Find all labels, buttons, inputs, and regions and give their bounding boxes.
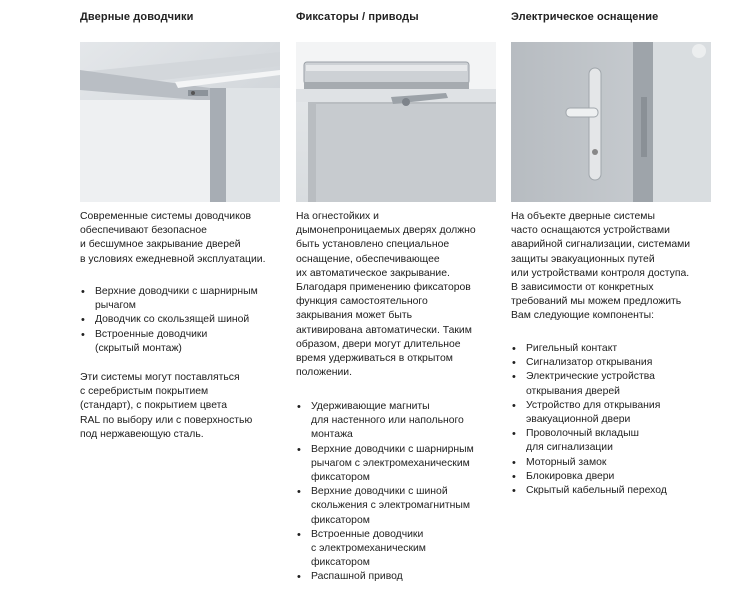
- intro-line: активирована автоматически. Таким: [296, 324, 472, 336]
- list-electric: [511, 342, 667, 498]
- list-item: • Доводчик со скользящей шиной: [80, 313, 258, 327]
- intro-line: На огнестойких и: [296, 211, 379, 222]
- intro-line: обеспечивают безопасное: [80, 225, 207, 237]
- intro-line: образом, двери могут длительное: [296, 338, 461, 350]
- door-closer-photo: [80, 42, 280, 202]
- heading-holders-drives: Фиксаторы / приводы: [296, 11, 419, 23]
- intro-line: и бесшумное закрывание дверей: [80, 239, 241, 251]
- intro-line: Современные системы доводчиков: [80, 211, 252, 222]
- intro-line: Вам следующие компоненты:: [511, 310, 654, 322]
- outro-line: (стандарт), с покрытием цвета: [80, 400, 228, 412]
- intro-line: функция самостоятельного: [296, 296, 428, 308]
- intro-line: в условиях ежедневной эксплуатации.: [80, 253, 266, 265]
- outro-line: RAL по выбору или с поверхностью: [80, 414, 253, 426]
- intro-line: защиты эвакуационных путей: [511, 253, 655, 265]
- list-item: • Распашной привод: [296, 570, 474, 584]
- list-item: • Блокировка двери: [511, 470, 667, 484]
- intro-line: дымонепроницаемых дверях должно: [296, 225, 476, 237]
- intro-line: оснащение, обеспечивающее: [296, 253, 440, 265]
- list-item: • Сигнализатор открывания: [511, 356, 667, 370]
- list-item: • Устройство для открывания эвакуационной двери: [511, 399, 667, 427]
- list-item: • Удерживающие магниты для настенного или напольного монтажа: [296, 400, 474, 443]
- outro-line: с серебристым покрытием: [80, 386, 209, 398]
- outro-door-closers: [80, 371, 252, 442]
- intro-line: их автоматическое закрывание.: [296, 267, 450, 279]
- list-item: • Скрытый кабельный переход: [511, 484, 667, 498]
- intro-line: закрывания может быть: [296, 310, 413, 322]
- list-item: • Встроенные доводчики с электромеханическим фиксатором: [296, 528, 474, 571]
- list-item: • Проволочный вкладыш для сигнализации: [511, 427, 667, 455]
- outro-line: под нержавеющую сталь.: [80, 428, 204, 440]
- intro-line: Благодаря применению фиксаторов: [296, 282, 471, 294]
- intro-line: На объекте дверные системы: [511, 211, 655, 222]
- intro-line: часто оснащаются устройствами: [511, 225, 670, 237]
- intro-holders-drives: [296, 210, 476, 380]
- outro-line: Эти системы могут поставляться: [80, 372, 240, 383]
- list-item: • Встроенные доводчики (скрытый монтаж): [80, 328, 258, 356]
- intro-line: требований мы можем предложить: [511, 296, 682, 308]
- heading-electric: Электрическое оснащение: [511, 11, 659, 23]
- list-item: • Верхние доводчики с шиной скольжения с электромагнитным фиксатором: [296, 485, 474, 528]
- intro-line: время удерживаться в открытом: [296, 353, 453, 365]
- intro-line: положении.: [296, 367, 352, 379]
- intro-electric: [511, 210, 690, 324]
- intro-line: быть установлено специальное: [296, 239, 450, 251]
- door-electric-photo: [511, 42, 711, 202]
- heading-door-closers: Дверные доводчики: [80, 11, 194, 23]
- list-item: • Ригельный контакт: [511, 342, 667, 356]
- intro-line: В зависимости от конкретных: [511, 282, 654, 294]
- intro-line: или устройствами контроля доступа.: [511, 267, 690, 279]
- intro-line: аварийной сигнализации, системами: [511, 239, 691, 251]
- intro-door-closers: [80, 210, 266, 267]
- list-item: • Моторный замок: [511, 456, 667, 470]
- list-holders-drives: [296, 400, 474, 585]
- list-item: • Верхние доводчики с шарнирным рычагом с электромеханическим фиксатором: [296, 443, 474, 486]
- list-item: • Электрические устройства открывания дверей: [511, 370, 667, 398]
- door-drive-photo: [296, 42, 496, 202]
- list-door-closers: [80, 285, 258, 356]
- list-item: • Верхние доводчики с шарнирным рычагом: [80, 285, 258, 313]
